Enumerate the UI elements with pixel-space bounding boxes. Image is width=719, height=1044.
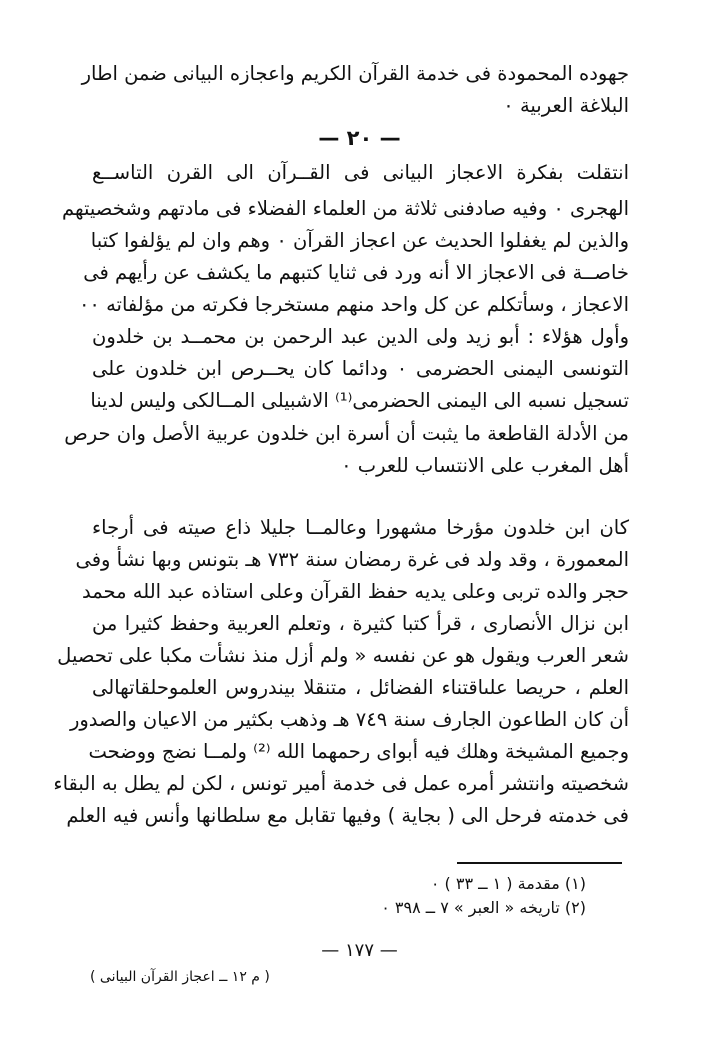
text-line: شعر العرب ويقول هو عن نفسه « ولم أزل منذ نشأت مكبا على تحصيل [57,644,629,667]
text-line: ابن نزال الأنصارى ، قرأ كتبا كثيرة ، وتعلم العربية وحفظ كثيرا من [92,612,629,635]
footnote: (١) مقدمة ( ١ ــ ٣٣ ) ٠ [430,874,586,893]
text-line: الهجرى ٠ وفيه صادفنى ثلاثة من العلماء الفضلاء فى مادتهم وشخصيتهم [62,197,629,220]
text-line: الاعجاز ، وسأتكلم عن كل واحد منهم مستخرجا فكرته من مؤلفاته ٠٠ [78,293,629,316]
text-line: وأول هؤلاء : أبو زيد ولى الدين عبد الرحمن بن محمــد بن خلدون [92,325,629,348]
text-line: انتقلت بفكرة الاعجاز البيانى فى القــرآن الى القرن التاســع [92,161,629,184]
text-line: فى خدمته فرحل الى ( بجاية ) وفيها تقابل مع سلطانها وأنس فيه العلم [66,804,629,827]
text-line: وجميع المشيخة وهلك فيه أبواى رحمهما الله ⁽²⁾ ولمــا نضج ووضحت [88,740,629,763]
text-line: حجر والده تربى وعلى يديه حفظ القرآن وعلى استاذه عبد الله محمد [82,580,629,603]
text-line: العلم ، حريصا علىاقتناء الفضائل ، متنقلا بيندروس العلموحلقاتهالى [92,676,629,699]
section-number: — ٢٠ — [318,126,401,150]
text-line: خاصــة فى الاعجاز الا أنه ورد فى ثنايا كتبهم ما يكشف عن رأيهم فى [83,261,629,284]
footnote: (٢) تاريخه « العبر » ٧ ــ ٣٩٨ ٠ [381,898,586,917]
text-line: شخصيته وانتشر أمره عمل فى خدمة أمير تونس ، لكن لم يطل به البقاء [53,772,629,795]
text-line: من الأدلة القاطعة ما يثبت أن أسرة ابن خلدون عربية الأصل وان حرص [64,422,629,445]
footnote-divider [457,862,622,864]
running-footer: ( م ١٢ ــ اعجاز القرآن البيانى ) [90,969,270,985]
text-line: تسجيل نسبه الى اليمنى الحضرمى⁽¹⁾ الاشبيلى المــالكى وليس لدينا [90,389,629,412]
text-line: والذين لم يغفلوا الحديث عن اعجاز القرآن ٠ وهم وان لم يؤلفوا كتبا [90,229,629,252]
text-line: جهوده المحمودة فى خدمة القرآن الكريم واعجازه البيانى ضمن اطار [81,62,629,85]
text-line: البلاغة العربية ٠ [503,94,629,117]
text-line: المعمورة ، وقد ولد فى غرة رمضان سنة ٧٣٢ هـ بتونس وبها نشأ وفى [75,548,629,571]
text-line: كان ابن خلدون مؤرخا مشهورا وعالمــا جليلا ذاع صيته فى أرجاء [92,516,629,539]
text-line: التونسى اليمنى الحضرمى ٠ ودائما كان يحــرص ابن خلدون على [92,357,629,380]
text-line: أهل المغرب على الانتساب للعرب ٠ [341,454,629,477]
text-line: أن كان الطاعون الجارف سنة ٧٤٩ هـ وذهب بكثير من الاعيان والصدور [69,708,629,731]
page-number: — ١٧٧ — [321,940,398,961]
